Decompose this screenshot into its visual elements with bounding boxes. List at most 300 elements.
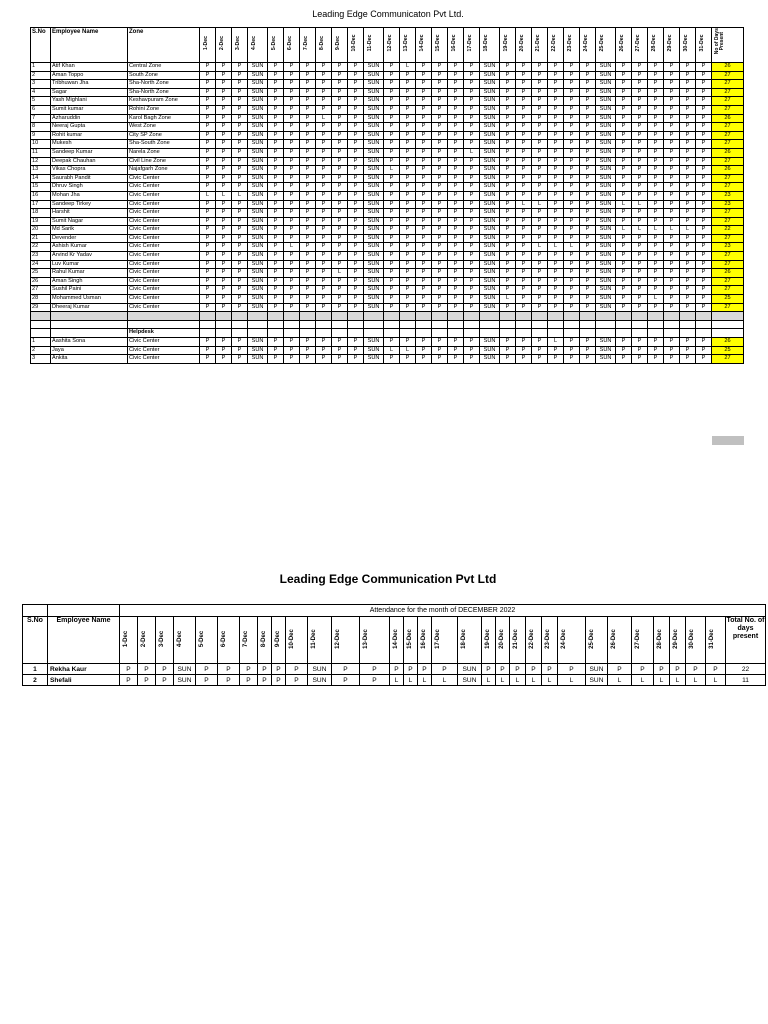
attendance-cell: P xyxy=(632,166,648,175)
day-header-label: 12-Dec xyxy=(335,629,341,649)
attendance-cell: P xyxy=(532,88,548,97)
attendance-cell: P xyxy=(616,252,632,261)
attendance-cell: P xyxy=(400,277,416,286)
attendance-cell: L xyxy=(526,675,542,686)
day-header-label: 17-Dec xyxy=(467,34,473,52)
attendance-cell: P xyxy=(416,148,432,157)
attendance-cell: P xyxy=(400,260,416,269)
attendance-cell: L xyxy=(548,338,564,347)
attendance-cell: SUN xyxy=(480,346,500,355)
attendance-cell: P xyxy=(332,97,348,106)
empty-cell xyxy=(332,312,348,321)
employee-name-cell: Ashish Kumar xyxy=(51,243,128,252)
attendance-cell: P xyxy=(696,252,712,261)
attendance-cell: P xyxy=(464,97,480,106)
employee-name-cell: Rahul Kumar xyxy=(51,269,128,278)
empty-cell xyxy=(332,329,348,338)
sno-cell: 11 xyxy=(31,148,51,157)
attendance-cell: P xyxy=(696,148,712,157)
attendance-cell: SUN xyxy=(480,338,500,347)
empty-cell xyxy=(232,329,248,338)
attendance-cell: P xyxy=(516,191,532,200)
zone-cell: Civic Center xyxy=(128,252,200,261)
attendance-cell: P xyxy=(664,338,680,347)
zone-cell: Rohini Zone xyxy=(128,105,200,114)
attendance-cell: P xyxy=(548,217,564,226)
attendance-cell: P xyxy=(284,97,300,106)
zone-cell: Sha-South Zone xyxy=(128,140,200,149)
attendance-cell: P xyxy=(664,123,680,132)
attendance-cell: L xyxy=(558,675,586,686)
attendance-cell: P xyxy=(532,226,548,235)
attendance-cell: P xyxy=(268,303,284,312)
attendance-cell: L xyxy=(418,675,432,686)
day-header xyxy=(232,28,248,63)
attendance-cell: P xyxy=(240,664,258,675)
empty-cell xyxy=(23,605,48,617)
attendance-cell: P xyxy=(448,303,464,312)
attendance-cell: P xyxy=(648,355,664,364)
attendance-cell: P xyxy=(232,123,248,132)
attendance-cell: P xyxy=(232,269,248,278)
attendance-cell: P xyxy=(284,226,300,235)
empty-cell xyxy=(564,312,580,321)
attendance-cell: P xyxy=(416,166,432,175)
attendance-cell: P xyxy=(632,286,648,295)
attendance-cell: P xyxy=(432,664,458,675)
empty-cell xyxy=(480,329,500,338)
attendance-cell: P xyxy=(268,243,284,252)
attendance-cell: P xyxy=(664,209,680,218)
day-header xyxy=(218,617,240,664)
attendance-cell: P xyxy=(268,277,284,286)
attendance-cell: L xyxy=(654,675,670,686)
attendance-cell: SUN xyxy=(248,286,268,295)
attendance-cell: SUN xyxy=(596,174,616,183)
total-cell: 27 xyxy=(712,209,744,218)
day-header xyxy=(580,28,596,63)
attendance-cell: P xyxy=(284,174,300,183)
attendance-cell: P xyxy=(548,277,564,286)
attendance-cell: SUN xyxy=(480,252,500,261)
attendance-cell: P xyxy=(500,260,516,269)
attendance-cell: P xyxy=(400,148,416,157)
attendance-cell: P xyxy=(648,338,664,347)
table-row xyxy=(31,200,744,209)
attendance-cell: P xyxy=(500,80,516,89)
attendance-cell: P xyxy=(284,209,300,218)
attendance-cell: L xyxy=(384,346,400,355)
sno-cell: 23 xyxy=(31,252,51,261)
day-header xyxy=(316,28,332,63)
day-header-label: 11-Dec xyxy=(311,629,317,649)
attendance-cell: P xyxy=(548,97,564,106)
attendance-cell: SUN xyxy=(248,295,268,304)
attendance-cell: P xyxy=(300,209,316,218)
attendance-cell: P xyxy=(464,105,480,114)
zone-cell: Civil Line Zone xyxy=(128,157,200,166)
table-row xyxy=(31,183,744,192)
attendance-cell: P xyxy=(348,346,364,355)
attendance-cell: P xyxy=(284,338,300,347)
attendance-cell: SUN xyxy=(596,114,616,123)
day-header-label: 10-Dec xyxy=(289,629,295,649)
empty-cell xyxy=(400,329,416,338)
attendance-cell: P xyxy=(564,123,580,132)
attendance-cell: P xyxy=(548,148,564,157)
attendance-cell: P xyxy=(548,63,564,72)
attendance-cell: P xyxy=(500,114,516,123)
attendance-cell: SUN xyxy=(480,269,500,278)
attendance-cell: L xyxy=(464,148,480,157)
attendance-cell: L xyxy=(664,226,680,235)
attendance-cell: P xyxy=(632,355,648,364)
attendance-cell: P xyxy=(300,183,316,192)
attendance-cell: P xyxy=(200,295,216,304)
attendance-cell: P xyxy=(696,114,712,123)
attendance-cell: P xyxy=(680,303,696,312)
attendance-cell: P xyxy=(532,148,548,157)
attendance-cell: P xyxy=(284,88,300,97)
attendance-cell: P xyxy=(696,355,712,364)
attendance-cell: SUN xyxy=(480,63,500,72)
empty-cell xyxy=(464,312,480,321)
attendance-cell: P xyxy=(464,243,480,252)
attendance-cell: P xyxy=(348,252,364,261)
attendance-cell: P xyxy=(616,209,632,218)
attendance-cell: P xyxy=(680,183,696,192)
attendance-cell: P xyxy=(564,63,580,72)
attendance-cell: P xyxy=(616,140,632,149)
day-header-label: 13-Dec xyxy=(403,34,409,52)
attendance-cell: P xyxy=(548,88,564,97)
empty-cell xyxy=(384,312,400,321)
attendance-cell: P xyxy=(272,664,286,675)
attendance-cell: P xyxy=(216,71,232,80)
total-cell: 27 xyxy=(712,252,744,261)
attendance-cell: P xyxy=(316,63,332,72)
attendance-cell: P xyxy=(500,166,516,175)
grey-fill-block xyxy=(712,436,744,445)
day-header xyxy=(286,617,308,664)
attendance-cell: P xyxy=(680,243,696,252)
attendance-cell: P xyxy=(300,140,316,149)
attendance-cell: P xyxy=(500,252,516,261)
attendance-cell: P xyxy=(400,243,416,252)
table-row xyxy=(31,140,744,149)
attendance-cell: P xyxy=(156,675,174,686)
attendance-cell: P xyxy=(664,63,680,72)
empty-cell xyxy=(580,329,596,338)
day-header-label: 23-Dec xyxy=(545,629,551,649)
attendance-cell: P xyxy=(516,105,532,114)
attendance-cell: P xyxy=(532,260,548,269)
attendance-cell: P xyxy=(284,183,300,192)
attendance-cell: P xyxy=(500,277,516,286)
attendance-cell: P xyxy=(564,286,580,295)
attendance-cell: P xyxy=(448,346,464,355)
attendance-cell: P xyxy=(416,243,432,252)
attendance-cell: P xyxy=(532,131,548,140)
attendance-cell: P xyxy=(448,286,464,295)
employee-name-cell: Sushil Paini xyxy=(51,286,128,295)
attendance-cell: P xyxy=(532,338,548,347)
attendance-cell: P xyxy=(564,209,580,218)
attendance-cell: P xyxy=(384,88,400,97)
table-header-row xyxy=(23,617,766,664)
attendance-cell: P xyxy=(268,131,284,140)
attendance-cell: P xyxy=(216,123,232,132)
attendance-cell: P xyxy=(218,675,240,686)
attendance-cell: P xyxy=(400,114,416,123)
attendance-cell: P xyxy=(432,97,448,106)
attendance-cell: SUN xyxy=(480,286,500,295)
empty-cell xyxy=(300,312,316,321)
attendance-cell: SUN xyxy=(248,157,268,166)
attendance-cell: P xyxy=(548,226,564,235)
table-row xyxy=(31,217,744,226)
attendance-cell: L xyxy=(332,269,348,278)
employee-name-cell: Arvind Kr Yadav xyxy=(51,252,128,261)
day-header xyxy=(596,28,616,63)
attendance-cell: P xyxy=(548,191,564,200)
attendance-cell: P xyxy=(316,226,332,235)
attendance-cell: P xyxy=(548,157,564,166)
sno-cell: 2 xyxy=(31,71,51,80)
empty-cell xyxy=(548,329,564,338)
attendance-cell: P xyxy=(316,338,332,347)
attendance-cell: P xyxy=(648,88,664,97)
employee-name-cell: Yash Mighlani xyxy=(51,97,128,106)
attendance-cell: SUN xyxy=(248,88,268,97)
attendance-cell: L xyxy=(564,243,580,252)
attendance-cell: P xyxy=(464,71,480,80)
attendance-cell: P xyxy=(200,123,216,132)
attendance-cell: P xyxy=(268,226,284,235)
attendance-cell: P xyxy=(268,217,284,226)
attendance-cell: SUN xyxy=(458,664,482,675)
attendance-cell: P xyxy=(232,114,248,123)
attendance-cell: P xyxy=(348,209,364,218)
attendance-cell: P xyxy=(300,217,316,226)
caption-row xyxy=(23,605,766,617)
day-header xyxy=(632,617,654,664)
attendance-cell: P xyxy=(416,355,432,364)
attendance-cell: P xyxy=(232,346,248,355)
empty-cell xyxy=(696,320,712,329)
attendance-cell: P xyxy=(500,338,516,347)
day-header-label: 28-Dec xyxy=(651,34,657,52)
attendance-cell: SUN xyxy=(364,234,384,243)
empty-cell xyxy=(564,329,580,338)
day-header-label: 28-Dec xyxy=(657,629,663,649)
attendance-cell: P xyxy=(232,71,248,80)
sno-cell: 16 xyxy=(31,191,51,200)
attendance-cell: P xyxy=(680,80,696,89)
attendance-cell: P xyxy=(696,338,712,347)
total-cell: 27 xyxy=(712,234,744,243)
employee-name-cell: Md Sarik xyxy=(51,226,128,235)
empty-cell xyxy=(696,329,712,338)
attendance-cell: P xyxy=(332,157,348,166)
attendance-cell: P xyxy=(464,277,480,286)
zone-cell: Civic Center xyxy=(128,295,200,304)
empty-cell xyxy=(364,312,384,321)
zone-header: Zone xyxy=(128,28,200,63)
sno-cell: 13 xyxy=(31,166,51,175)
attendance-cell: P xyxy=(316,131,332,140)
attendance-cell: P xyxy=(384,80,400,89)
empty-cell xyxy=(664,312,680,321)
attendance-cell: P xyxy=(316,234,332,243)
attendance-cell: P xyxy=(648,71,664,80)
day-header-label: 22-Dec xyxy=(551,34,557,52)
day-header-label: 6-Dec xyxy=(221,630,227,648)
total-cell: 26 xyxy=(712,148,744,157)
table-header-row xyxy=(31,28,744,63)
attendance-cell: P xyxy=(348,277,364,286)
attendance-cell: P xyxy=(448,338,464,347)
attendance-cell: SUN xyxy=(596,140,616,149)
attendance-cell: P xyxy=(632,114,648,123)
attendance-cell: P xyxy=(348,226,364,235)
employee-name-cell: Saurabh Pandit xyxy=(51,174,128,183)
attendance-cell: P xyxy=(232,252,248,261)
day-header xyxy=(464,28,480,63)
attendance-cell: P xyxy=(448,269,464,278)
attendance-cell: SUN xyxy=(596,148,616,157)
empty-cell xyxy=(696,312,712,321)
attendance-cell: P xyxy=(432,209,448,218)
table-row xyxy=(31,269,744,278)
attendance-cell: P xyxy=(416,346,432,355)
attendance-cell: P xyxy=(216,217,232,226)
attendance-cell: SUN xyxy=(596,183,616,192)
day-header xyxy=(648,28,664,63)
attendance-cell: P xyxy=(384,183,400,192)
attendance-cell: P xyxy=(384,140,400,149)
attendance-cell: P xyxy=(300,277,316,286)
empty-cell xyxy=(416,320,432,329)
zone-cell: Civic Center xyxy=(128,234,200,243)
attendance-cell: P xyxy=(564,114,580,123)
attendance-cell: P xyxy=(464,63,480,72)
attendance-cell: P xyxy=(416,226,432,235)
attendance-cell: SUN xyxy=(364,80,384,89)
attendance-cell: SUN xyxy=(480,303,500,312)
attendance-cell: P xyxy=(268,252,284,261)
attendance-cell: P xyxy=(648,260,664,269)
zone-cell: Civic Center xyxy=(128,174,200,183)
attendance-cell: P xyxy=(580,338,596,347)
total-cell: 27 xyxy=(712,71,744,80)
attendance-cell: SUN xyxy=(248,243,268,252)
total-cell: 27 xyxy=(712,277,744,286)
attendance-cell: L xyxy=(532,243,548,252)
attendance-cell: P xyxy=(564,260,580,269)
day-header xyxy=(272,617,286,664)
attendance-cell: L xyxy=(400,346,416,355)
attendance-cell: P xyxy=(268,338,284,347)
attendance-cell: SUN xyxy=(248,166,268,175)
total-cell: 26 xyxy=(712,63,744,72)
attendance-cell: SUN xyxy=(364,217,384,226)
empty-cell xyxy=(31,320,51,329)
attendance-cell: SUN xyxy=(364,174,384,183)
total-cell: 27 xyxy=(712,217,744,226)
empty-cell xyxy=(432,329,448,338)
attendance-cell: P xyxy=(332,295,348,304)
attendance-cell: P xyxy=(300,148,316,157)
attendance-cell: SUN xyxy=(248,183,268,192)
attendance-cell: P xyxy=(348,243,364,252)
day-header xyxy=(680,28,696,63)
attendance-cell: P xyxy=(648,157,664,166)
attendance-cell: P xyxy=(348,157,364,166)
attendance-cell: P xyxy=(400,183,416,192)
day-header-label: 21-Dec xyxy=(513,629,519,649)
attendance-cell: P xyxy=(670,664,686,675)
attendance-cell: P xyxy=(532,286,548,295)
attendance-cell: P xyxy=(432,114,448,123)
attendance-cell: P xyxy=(632,183,648,192)
total-cell: 27 xyxy=(712,174,744,183)
attendance-cell: P xyxy=(384,209,400,218)
attendance-cell: P xyxy=(400,166,416,175)
attendance-cell: P xyxy=(332,71,348,80)
attendance-cell: P xyxy=(648,63,664,72)
attendance-cell: P xyxy=(500,183,516,192)
attendance-cell: P xyxy=(268,114,284,123)
attendance-cell: P xyxy=(332,123,348,132)
attendance-cell: P xyxy=(268,97,284,106)
attendance-cell: P xyxy=(200,183,216,192)
attendance-cell: P xyxy=(216,295,232,304)
sno-cell: 21 xyxy=(31,234,51,243)
attendance-cell: P xyxy=(632,303,648,312)
empty-cell xyxy=(532,312,548,321)
empty-cell xyxy=(464,320,480,329)
attendance-cell: P xyxy=(648,286,664,295)
day-header xyxy=(632,28,648,63)
sno-cell: 1 xyxy=(31,63,51,72)
attendance-cell: P xyxy=(464,338,480,347)
table-row xyxy=(31,157,744,166)
attendance-cell: P xyxy=(348,191,364,200)
attendance-cell: P xyxy=(548,200,564,209)
attendance-cell: P xyxy=(418,664,432,675)
attendance-cell: P xyxy=(564,131,580,140)
attendance-cell: P xyxy=(200,338,216,347)
attendance-cell: P xyxy=(516,217,532,226)
attendance-cell: P xyxy=(216,88,232,97)
attendance-cell: P xyxy=(332,286,348,295)
sno-cell: 6 xyxy=(31,105,51,114)
attendance-cell: P xyxy=(680,114,696,123)
attendance-cell: P xyxy=(360,675,390,686)
attendance-cell: P xyxy=(400,105,416,114)
attendance-cell: P xyxy=(268,183,284,192)
attendance-cell: P xyxy=(348,183,364,192)
empty-cell xyxy=(416,329,432,338)
attendance-cell: P xyxy=(580,243,596,252)
attendance-cell: P xyxy=(216,277,232,286)
day-header-label: 1-Dec xyxy=(123,630,129,648)
attendance-cell: P xyxy=(200,97,216,106)
attendance-cell: P xyxy=(680,234,696,243)
attendance-cell: P xyxy=(648,200,664,209)
attendance-cell: P xyxy=(664,286,680,295)
